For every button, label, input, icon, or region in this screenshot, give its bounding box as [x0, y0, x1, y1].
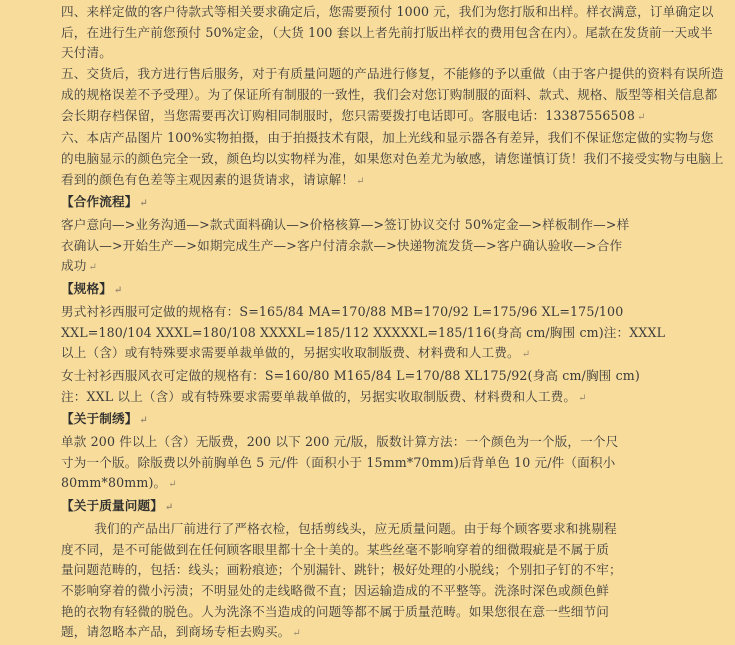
quality-line: 题，请忽略本产品，到商场专柜去购买。 ↵ — [61, 624, 301, 640]
cooperation-line: 成功 ↵ — [61, 258, 98, 274]
embroidery-line: 单款 200 件以上（含）无版费，200 以下 200 元/版，版数计算方法：一个颜色为一个版，一个尺 — [61, 434, 619, 450]
paragraph-mark: ↵ — [521, 349, 531, 361]
paragraph-mark: ↵ — [637, 111, 646, 123]
quality-heading: 【关于质量问题】 ↵ — [61, 498, 174, 514]
specs-line: 以上（含）或有特殊要求需要单裁单做的，另据实收取制版费、材料费和人工费。 ↵ — [61, 345, 531, 361]
embroidery-heading: 【关于制绣】 ↵ — [61, 411, 148, 427]
specs-line: 男式衬衫西服可定做的规格有：S=165/84 MA=170/88 MB=170/92 L=175/96 XL=175/100 — [61, 303, 624, 319]
paragraph-mark: ↵ — [168, 479, 177, 491]
paragraph-mark: ↵ — [164, 502, 174, 514]
cooperation-line: 客户意向—>业务沟通—>款式面料确认—>价格核算—>签订协议交付 50%定金—>样板制作—>样 — [61, 217, 630, 233]
quality-line: 我们的产品出厂前进行了严格衣检，包括剪线头，应无质量问题。由于每个顾客要求和挑剔程 — [61, 520, 617, 536]
specs-line: 女士衬衫西服风衣可定做的规格有：S=160/80 M165/84 L=170/88 XL175/92(身高 cm/胸围 cm) — [61, 367, 640, 383]
specs-line: XXL=180/104 XXXL=180/108 XXXXL=185/112 XXXXXL=185/116(身高 cm/胸围 cm)注：XXXL — [61, 324, 666, 340]
paragraph-mark: ↵ — [356, 175, 365, 187]
paragraph-mark: ↵ — [88, 262, 98, 274]
paragraph-four: 四、来样定做的客户待款式等相关要求确定后，您需要预付 1000 元，我们为您打版和出样。样衣满意，订单确定以后，在进行生产前您预付 50%定金，（大货 100 套以上者先前打版出样衣的费用包含在内）。尾款在发货前一天或半天付清。 — [61, 4, 714, 61]
specs-heading: 【规格】 ↵ — [61, 281, 123, 297]
cooperation-line: 衣确认—>开始生产—>如期完成生产—>客户付清余款—>快递物流发货—>客户确认验收—>合作 — [61, 237, 623, 253]
quality-line: 艳的衣物有轻微的脱色。人为洗涤不当造成的问题等都不属于质量范畴。如果您很在意一些细节问 — [61, 603, 609, 619]
quality-line: 量问题范畴的，包括：线头；画粉痕迹；个别漏针、跳针；极好处理的小脱线；个别扣子钉的不牢； — [61, 562, 622, 578]
paragraph-mark: ↵ — [113, 285, 123, 297]
embroidery-line: 80mm*80mm)。 ↵ — [61, 475, 177, 491]
paragraph-six: 六、本店产品图片 100%实物拍摄，由于拍摄技术有限，加上光线和显示器各有差异，我们不保证您定做的实物与您的电脑显示的颜色完全一致，颜色均以实物样为准，如果您对色差尤为敏感，请您谨慎订货！我们不接受实物与电脑上看到的颜色有色差等主观因素的退货请求，请谅解！ ↵ — [61, 130, 724, 187]
specs-line: 注：XXL 以上（含）或有特殊要求需要单裁单做的，另据实收取制版费、材料费和人工费。 ↵ — [61, 388, 587, 404]
cooperation-heading: 【合作流程】 ↵ — [61, 194, 148, 210]
embroidery-line: 寸为一个版。除版费以外前胸单色 5 元/件（面积小于 15mm*70mm)后背单色 10 元/件（面积小 — [61, 454, 616, 470]
paragraph-mark: ↵ — [139, 415, 148, 427]
paragraph-mark: ↵ — [292, 628, 301, 640]
paragraph-mark: ↵ — [578, 392, 587, 404]
quality-line: 度不同，是不可能做到在任何顾客眼里都十全十美的。某些丝毫不影响穿着的细微瑕疵是不属于质 — [61, 541, 609, 557]
paragraph-five: 五、交货后，我方进行售后服务，对于有质量问题的产品进行修复，不能修的予以重做（由于客户提供的资料有误所造成的规格误差不予受理）。为了保证所有制服的一致性，我们会对您订购制服的面料、款式、规格、版型等相关信息都会长期存档保留，当您需要再次订购相同制服时，您只需要拨打电话即可。客服电话：13387556508 ↵ — [61, 66, 724, 123]
paragraph-mark: ↵ — [139, 198, 148, 210]
quality-line: 不影响穿着的微小污渍；不明显处的走线略微不直；因运输造成的不平整等。洗涤时深色或颜色鲜 — [61, 582, 609, 598]
